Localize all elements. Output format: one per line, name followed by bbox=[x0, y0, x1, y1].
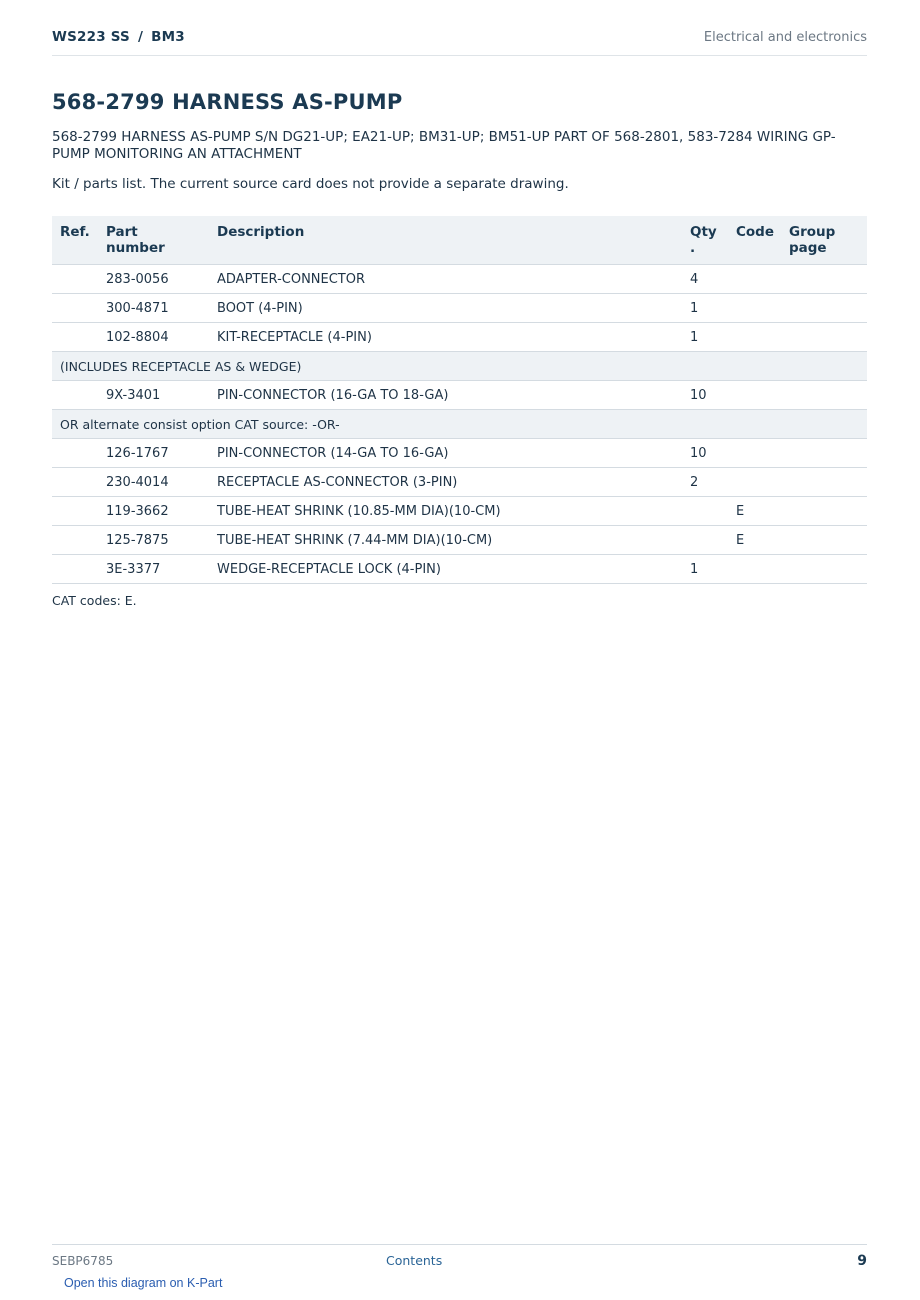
table-row bbox=[52, 555, 867, 584]
code-cell bbox=[728, 294, 781, 323]
qty-cell: 1 bbox=[682, 323, 728, 352]
col-header-description: Description bbox=[209, 216, 682, 265]
cat-codes-note: CAT codes: E. bbox=[52, 593, 137, 608]
ref-cell bbox=[52, 381, 98, 410]
table-note-cell: OR alternate consist option CAT source: -OR- bbox=[52, 410, 867, 439]
description-cell: WEDGE-RECEPTACLE LOCK (4-PIN) bbox=[209, 555, 682, 584]
ref-cell bbox=[52, 468, 98, 497]
qty-cell: 2 bbox=[682, 468, 728, 497]
ref-cell bbox=[52, 265, 98, 294]
section-label: Electrical and electronics bbox=[703, 30, 867, 45]
description-cell: TUBE-HEAT SHRINK (7.44-MM DIA)(10-CM) bbox=[209, 526, 682, 555]
page-header bbox=[52, 28, 867, 56]
part-number-cell: 230-4014 bbox=[98, 468, 209, 497]
parts-table bbox=[52, 216, 867, 584]
col-header-ref: Ref. bbox=[52, 216, 98, 265]
code-cell bbox=[728, 468, 781, 497]
code-cell bbox=[728, 555, 781, 584]
page-title: 568-2799 HARNESS AS-PUMP bbox=[52, 90, 403, 114]
table-row bbox=[52, 468, 867, 497]
breadcrumb-arrangement: BM3 bbox=[151, 29, 185, 45]
qty-cell: 10 bbox=[682, 381, 728, 410]
code-cell: E bbox=[728, 526, 781, 555]
description-cell: RECEPTACLE AS-CONNECTOR (3-PIN) bbox=[209, 468, 682, 497]
code-cell bbox=[728, 265, 781, 294]
part-subtitle: 568-2799 HARNESS AS-PUMP S/N DG21-UP; EA21-UP; BM31-UP; BM51-UP PART OF 568-2801, 583-7284 WIRING GP-PUMP MONITORING AN ATTACHMENT bbox=[52, 129, 836, 162]
table-row bbox=[52, 526, 867, 555]
breadcrumb bbox=[52, 29, 185, 45]
group-page-cell bbox=[781, 323, 867, 352]
breadcrumb-model: WS223 SS bbox=[52, 29, 130, 45]
description-cell: PIN-CONNECTOR (14-GA TO 16-GA) bbox=[209, 439, 682, 468]
table-row bbox=[52, 497, 867, 526]
part-number-cell: 102-8804 bbox=[98, 323, 209, 352]
description-cell: BOOT (4-PIN) bbox=[209, 294, 682, 323]
group-page-cell bbox=[781, 468, 867, 497]
code-cell bbox=[728, 439, 781, 468]
page-footer bbox=[52, 1244, 867, 1275]
col-header-group-page: Group page bbox=[781, 216, 867, 265]
description-cell: TUBE-HEAT SHRINK (10.85-MM DIA)(10-CM) bbox=[209, 497, 682, 526]
part-number-cell: 300-4871 bbox=[98, 294, 209, 323]
part-number-cell: 119-3662 bbox=[98, 497, 209, 526]
ref-cell bbox=[52, 439, 98, 468]
open-k-part-link[interactable]: Open this diagram on K-Part bbox=[64, 1276, 223, 1290]
col-header-qty: Qty . bbox=[682, 216, 728, 265]
page-number: 9 bbox=[857, 1253, 867, 1269]
table-row bbox=[52, 439, 867, 468]
document-id: SEBP6785 bbox=[52, 1254, 114, 1268]
table-header-row bbox=[52, 216, 867, 265]
group-page-cell bbox=[781, 439, 867, 468]
table-row bbox=[52, 323, 867, 352]
code-cell bbox=[728, 323, 781, 352]
qty-cell bbox=[682, 526, 728, 555]
ref-cell bbox=[52, 294, 98, 323]
description-cell: PIN-CONNECTOR (16-GA TO 18-GA) bbox=[209, 381, 682, 410]
group-page-cell bbox=[781, 497, 867, 526]
part-number-cell: 283-0056 bbox=[98, 265, 209, 294]
description-cell: KIT-RECEPTACLE (4-PIN) bbox=[209, 323, 682, 352]
ref-cell bbox=[52, 323, 98, 352]
group-page-cell bbox=[781, 294, 867, 323]
table-note-cell: (INCLUDES RECEPTACLE AS & WEDGE) bbox=[52, 352, 867, 381]
page bbox=[52, 0, 867, 1300]
table-note-row bbox=[52, 352, 867, 381]
code-cell: E bbox=[728, 497, 781, 526]
code-cell bbox=[728, 381, 781, 410]
qty-cell: 4 bbox=[682, 265, 728, 294]
group-page-cell bbox=[781, 555, 867, 584]
parts-table-body bbox=[52, 265, 867, 584]
qty-cell bbox=[682, 497, 728, 526]
ref-cell bbox=[52, 526, 98, 555]
group-page-cell bbox=[781, 526, 867, 555]
table-row bbox=[52, 381, 867, 410]
qty-cell: 10 bbox=[682, 439, 728, 468]
qty-cell: 1 bbox=[682, 555, 728, 584]
table-note-row bbox=[52, 410, 867, 439]
group-page-cell bbox=[781, 265, 867, 294]
ref-cell bbox=[52, 555, 98, 584]
part-number-cell: 125-7875 bbox=[98, 526, 209, 555]
part-number-cell: 3E-3377 bbox=[98, 555, 209, 584]
description-cell: ADAPTER-CONNECTOR bbox=[209, 265, 682, 294]
drawing-note: Kit / parts list. The current source card does not provide a separate drawing. bbox=[52, 176, 569, 192]
table-row bbox=[52, 294, 867, 323]
col-header-part-number: Part number bbox=[98, 216, 209, 265]
col-header-code: Code bbox=[728, 216, 781, 265]
contents-link[interactable]: Contents bbox=[386, 1253, 443, 1268]
ref-cell bbox=[52, 497, 98, 526]
breadcrumb-separator: / bbox=[137, 29, 144, 45]
table-row bbox=[52, 265, 867, 294]
part-number-cell: 9X-3401 bbox=[98, 381, 209, 410]
qty-cell: 1 bbox=[682, 294, 728, 323]
group-page-cell bbox=[781, 381, 867, 410]
part-number-cell: 126-1767 bbox=[98, 439, 209, 468]
